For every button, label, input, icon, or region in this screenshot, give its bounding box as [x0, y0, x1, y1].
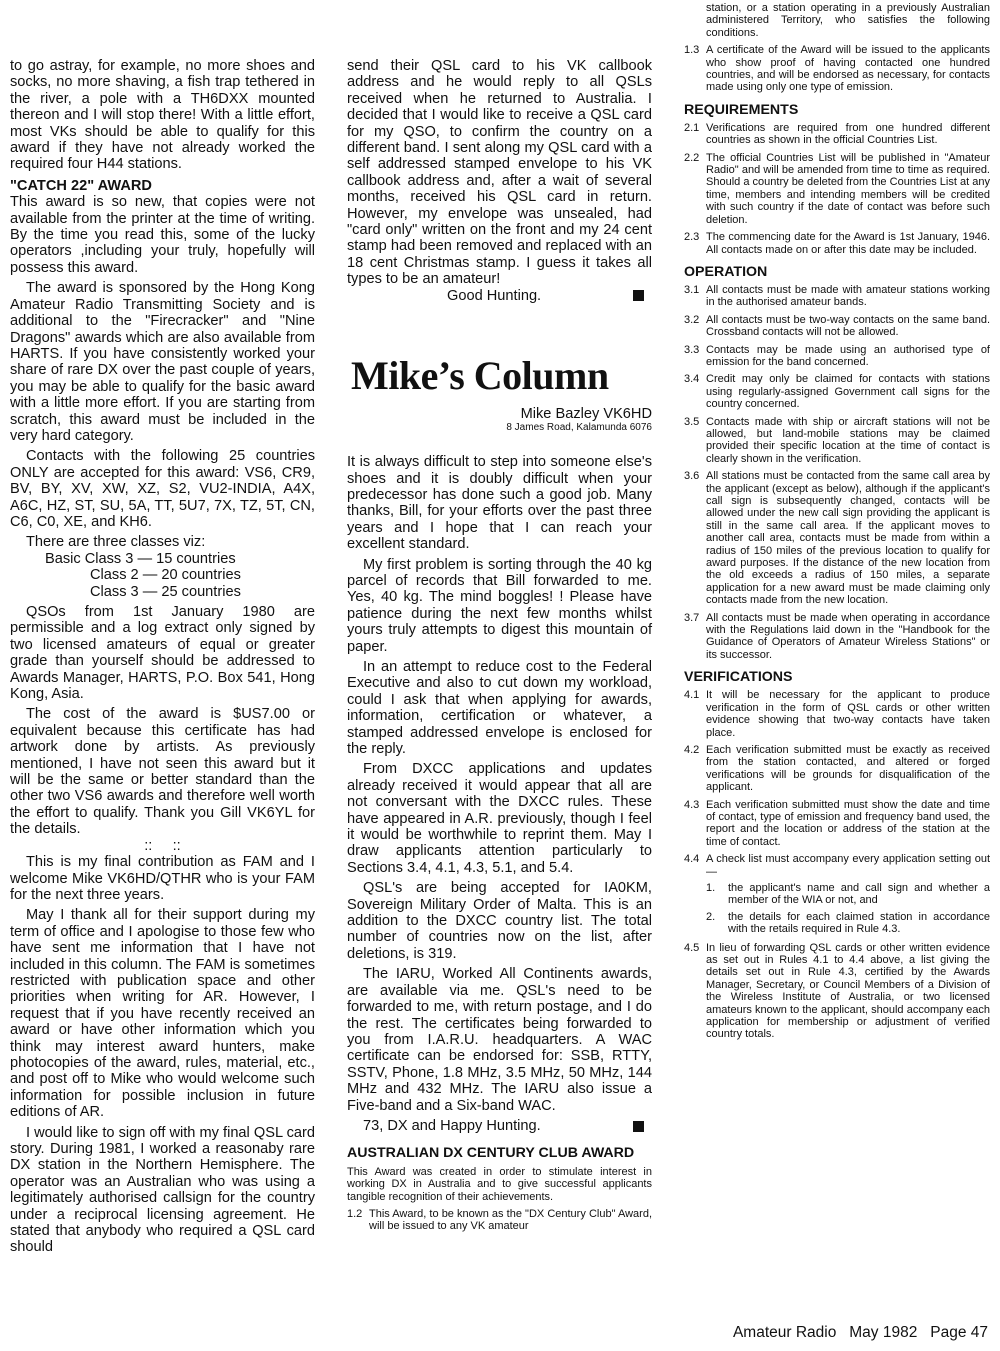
rule-number: 3.4 [684, 373, 700, 386]
paragraph: This award is so new, that copies were not available from the printer at the time of writing. By the time you read this, some of the lucky operators ,including your truly, hopefully will possess this award. [10, 194, 315, 276]
end-mark-icon [633, 290, 644, 301]
rule-number: 4.1 [684, 689, 700, 702]
item-number: 2. [706, 910, 716, 923]
rule-number: 3.1 [684, 283, 700, 296]
paragraph: The IARU, Worked All Continents awards, are available via me. QSL's need to be forwarded to me, with return postage, and I do the rest. The certificates being forwarded to you from I.A.R.U. headquarters. A WAC certificate can be endorsed for: SSB, RTTY, SSTV, Phone, 1.8 MHz, 3.5 MHz, 50 MHz, 144 MHz and 432 MHz. The IARU also issue a Five-band and a Six-band WAC. [347, 966, 652, 1114]
column-1 [10, 58, 315, 1256]
rule-text: The official Countries List will be published in "Amateur Radio" and will be amended from time to time as required. Should a country be deleted from the Countries List at any time, members and intending members will be credited with such country if the date of contact was before such deletion. [706, 151, 990, 226]
rule-3-1 [684, 284, 990, 309]
rule-number: 1.3 [684, 44, 700, 57]
rule-text: Contacts made with ship or aircraft stations will not be allowed, but land-mobile stations may be claimed provided their specific location at the time of contact is clearly shown in the verification. [706, 415, 990, 465]
rule-4-4 [684, 853, 990, 878]
class-item: Class 3 — 25 countries [90, 583, 241, 600]
paragraph: The cost of the award is $US7.00 or equivalent because this certificate has had artwork done by artists. As previously mentioned, I have not seen this award but it will be the same or better standard than the other two VS6 awards and therefore well worth the effort to qualify. Thank you Gill VK6YL for the details. [10, 706, 315, 838]
rule-number: 2.3 [684, 231, 700, 244]
rule-4-5 [684, 942, 990, 1041]
rule-4-4-item-2 [684, 911, 990, 936]
paragraph-continued: send their QSL card to his VK callbook address and he would reply to all QSLs received when he returned to Australia. I decided that I would like to receive a QSL card for my QSO, to confirm the country on a different band. I sent along my QSL card with a self addressed stamped envelope to his VK callbook address and, after a wait of several months, received his QSL card in return. However, my envelope was unsealed, had "card only" written on the front and my 24 cent stamp had been removed and replaced with an 18 cent Christmas stamp. I guess it takes all types to be an amateur! [347, 58, 652, 288]
verifications-heading: VERIFICATIONS [684, 669, 793, 686]
rule-text: Each verification submitted must be exactly as received from the station contacted, and altered or forged verifications will be grounds for disqualification of the applicant. [706, 743, 990, 794]
class-item: Basic Class 3 — 15 countries [45, 550, 236, 567]
rule-4-2 [684, 744, 990, 794]
rule-text: A check list must accompany every application setting out — [706, 853, 990, 878]
catch22-heading: "CATCH 22" AWARD [10, 177, 152, 194]
adxcc-intro: This Award was created in order to stimulate interest in working DX in Australia and to give successful applicants tangible recognition of their achievements. [347, 1165, 652, 1203]
rule-number: 3.7 [684, 611, 700, 624]
class-item: Class 2 — 20 countries [90, 567, 241, 584]
rule-text: Contacts may be made using an authorised type of emission for the band concerned. [706, 343, 990, 368]
paragraph: From DXCC applications and updates already received it would appear that all are not conversant with the DXCC rules. These have appeared in A.R. previously, though I feel it would be worthwhile to reprint them. May I draw applicants attention particularly to Sections 3.4, 4.1, 4.3, 5.1, and 5.4. [347, 761, 652, 876]
rule-4-3 [684, 799, 990, 849]
rule-number: 3.5 [684, 415, 700, 428]
paragraph: I would like to sign off with my final QSL card story. During 1981, I worked a reasonaby rare DX station in the Northern Hemisphere. The operator was an Australian who was using a legitimately authorised callsign for the country under a reciprocal licensing agreement. He stated that anybody who required a QSL card should [10, 1124, 315, 1256]
paragraph: Contacts with the following 25 countries ONLY are accepted for this award: VS6, CR9, BV, BY, XV, XW, XZ, S2, VU2-INDIA, A4X, A6C, HZ, ST, SU, 5A, TT, 5U7, 7X, TZ, 5T, CN, C6, C0, XE, and KH6. [10, 448, 315, 530]
rule-1-2 [347, 1208, 652, 1233]
rule-3-6 [684, 470, 990, 606]
paragraph: QSOs from 1st January 1980 are permissible and a log extract only signed by two licensed amateurs of equal or greater grade than yourself should be addressed to Awards Manager, HARTS, P.O. Box 541, Hong Kong, Asia. [10, 604, 315, 703]
item-number: 1. [706, 881, 716, 894]
rule-2-1 [684, 122, 990, 147]
item-text: the details for each claimed station in accordance with the retails required in Rule 4.3. [728, 910, 990, 936]
section-separator: :: :: [144, 837, 181, 854]
item-text: the applicant's name and call sign and whether a member of the WIA or not, and [728, 881, 990, 907]
rule-number: 3.3 [684, 343, 700, 356]
rule-text: All contacts must be two-way contacts on the same band. Crossband contacts will not be allowed. [706, 313, 990, 339]
rule-3-2 [684, 314, 990, 339]
rule-number: 4.2 [684, 743, 700, 756]
paragraph: QSL's are being accepted for IA0KM, Sovereign Military Order of Malta. This is an addition to the DXCC country list. The total number of countries now on the list, after deletions, is 319. [347, 880, 652, 962]
rule-2-2 [684, 152, 990, 226]
paragraph: It is always difficult to step into someone else's shoes and it is doubly difficult when your predecessor has done such a good job. Many thanks, Bill, for your efforts over the past three years and I hope that I can reach your excellent standard. [347, 454, 652, 553]
page-footer: Amateur Radio May 1982 Page 47 [732, 1324, 988, 1341]
rule-text: Verifications are required from one hundred different countries as shown in the official Countries List. [706, 121, 990, 147]
rule-text: The commencing date for the Award is 1st January, 1946. All contacts made on or after this date may be included. [706, 231, 990, 256]
rule-text: All contacts must be made with amateur stations working in the authorised amateur bands. [706, 283, 990, 309]
rule-number: 4.4 [684, 853, 700, 866]
paragraph: The award is sponsored by the Hong Kong Amateur Radio Transmitting Society and is additional to the "Firecracker" and "Nine Dragons" awards which are also available from HARTS. If you have consistently worked your share of rare DX over the past couple of years, you may be able to qualify for the basic award with a little more effort. If you are starting from scratch, this award must be included in the very hard category. [10, 280, 315, 444]
rule-4-4-item-1 [684, 882, 990, 907]
rule-number: 1.2 [347, 1208, 363, 1221]
rule-3-4 [684, 373, 990, 410]
rule-text: Credit may only be claimed for contacts with stations using regularly-assigned Government call signs for the country concerned. [706, 373, 990, 411]
rule-2-3 [684, 231, 990, 256]
mikes-column-title: Mike’s Column [351, 353, 609, 399]
good-hunting-line [347, 288, 652, 304]
requirements-heading: REQUIREMENTS [684, 101, 799, 118]
good-hunting-text: Good Hunting. [447, 287, 542, 304]
author-address: 8 James Road, Kalamunda 6076 [506, 422, 652, 434]
rule-text: Each verification submitted must show the date and time of contact, type of emission and frequency band used, the report and the location or address of the station at the time of contact. [706, 798, 990, 848]
author-byline: Mike Bazley VK6HD [520, 406, 652, 423]
rule-1-3 [684, 44, 990, 94]
column-2 [347, 58, 652, 1238]
paragraph: In an attempt to reduce cost to the Federal Executive and also to cut down my workload, could I ask that when applying for awards, information, certification or whatever, a stamped addressed envelope is enclosed for the reply. [347, 658, 652, 757]
rule-number: 2.2 [684, 151, 700, 164]
class-list [10, 551, 315, 600]
rule-number: 4.3 [684, 798, 700, 811]
rule-number: 3.2 [684, 313, 700, 326]
rule-text: All stations must be contacted from the same call area by the applicant (except as below), although if the applicant's call sign is subsequently changed, contacts will be allowed under the new call sign providing the applicant is still in the same call area. If the applicant moves to another call area, contacts must be made from within a radius of 150 miles of the previous location to qualify for award purposes. If the distance of the new location from the old exceeds a radius of 150 miles, a separate application for a new award must be made claiming only contacts made from the new location. [706, 470, 990, 607]
end-mark-icon [633, 1121, 644, 1132]
paragraph: My first problem is sorting through the 40 kg parcel of records that Bill forwarded to me. Yes, 40 kg. The mind boggles! ! Please have patience during the next few months whilst yours truly attempts to digest this mountain of paper. [347, 556, 652, 655]
rule-text: This Award, to be known as the "DX Century Club" Award, will be issued to any VK amateur [369, 1208, 652, 1233]
rule-1-2-continued: station, or a station operating in a previously Australian administered Territory, who satisfies the following conditions. [706, 2, 990, 39]
adxcc-heading: AUSTRALIAN DX CENTURY CLUB AWARD [347, 1145, 635, 1162]
paragraph: There are three classes viz: [26, 534, 206, 551]
signoff-line [347, 1118, 652, 1134]
rule-number: 2.1 [684, 121, 700, 134]
rule-text: A certificate of the Award will be issued to the applicants who show proof of having contacted one hundred countries, and will be endorsed as necessary, for contacts made using only one type of emission. [706, 44, 990, 94]
column-3 [684, 2, 990, 1046]
operation-heading: OPERATION [684, 263, 768, 280]
rule-3-5 [684, 416, 990, 466]
paragraph: This is my final contribution as FAM and I welcome Mike VK6HD/QTHR who is your FAM for the next three years. [10, 854, 315, 903]
rule-3-7 [684, 612, 990, 662]
rule-text: In lieu of forwarding QSL cards or other written evidence as set out in Rules 4.1 to 4.4 above, a list giving the details set out in Rule 4.3, certified by the Awards Manager, Secretary, or Council Members of a Division of the Wireless Institute of Australia, or two licensed amateurs known to the applicant, should accompany each application for membership or adjustment of verified country totals. [706, 941, 990, 1041]
rule-4-1 [684, 689, 990, 739]
signoff-text: 73, DX and Happy Hunting. [363, 1117, 541, 1134]
paragraph: May I thank all for their support during my term of office and I apologise to those few who have sent me information that I have not included in this column. The FAM is sometimes restricted with publication space and other priorities when writing for AR. However, I request that if you have recently received an award or have other information which you think may interest award hunters, make photocopies of the award, rules, material, etc., and post off to Mike who would welcome such information for possible inclusion in future editions of AR. [10, 907, 315, 1121]
rule-number: 3.6 [684, 470, 700, 483]
rule-text: All contacts must be made when operating in accordance with the Regulations laid down in the "Handbook for the Guidance of Operators of Amateur Wireless Stations" or its successor. [706, 611, 990, 661]
rule-text: It will be necessary for the applicant to produce verification in the form of QSL cards or other written evidence showing that two-way contacts have taken place. [706, 689, 990, 739]
paragraph-intro: to go astray, for example, no more shoes and socks, no more shaving, a fish trap tethered in the river, a pole with a TH6DXX mounted thereon and I will stop there! With a little effort, most VKs should be able to qualify for this award if they have not already worked the required four H44 stations. [10, 58, 315, 173]
rule-number: 4.5 [684, 941, 700, 954]
rule-3-3 [684, 344, 990, 369]
